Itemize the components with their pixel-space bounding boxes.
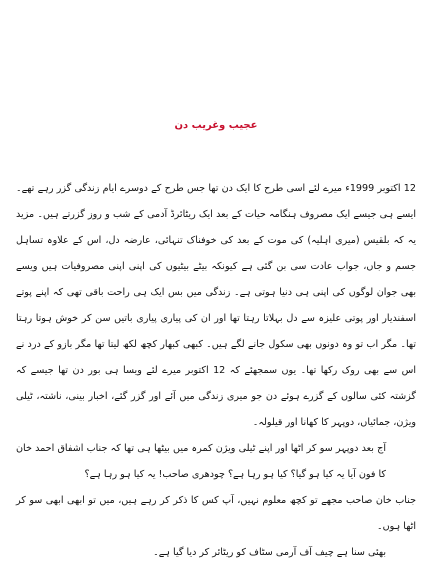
paragraph: آج بعد دوپہر سو کر اٹھا اور اپنے ٹیلی ویژن کمرہ میں بیٹھا ہی تھا کہ جناب اشفاق احمد خان کا فون آیا یہ کیا ہو گیا؟ کیا ہو رہا ہے؟ چودھری صاحب! یہ کیا ہو رہا ہے؟: [16, 443, 386, 480]
page-title: عجیب وغریب دن: [174, 120, 258, 131]
article-body: [16, 176, 416, 566]
paragraph: بھئی سنا ہے چیف آف آرمی سٹاف کو ریٹائر کر دیا گیا ہے۔: [153, 547, 386, 558]
paragraph: 12 اکتوبر 1999ء میرے لئے اسی طرح کا ایک دن تھا جس طرح کے دوسرے ایام زندگی گزر رہے تھے۔ ایسے ہی جیسے ایک مصروف ہنگامہ حیات کے بعد ایک ریٹائرڈ آدمی کے شب و روز گزرتے ہیں۔ مزید یہ کہ بلقیس (میری اہلیہ) کی موت کے بعد کی خوفناک تنہائی، عارضہ دل، اس کے علاوہ تساہل جسم و جاں، جواب عادت سی بن گئی ہے کیونکہ بیٹے بیٹیوں کی اپنی اپنی مصروفیات ہیں ویسے بھی جوان لوگوں کی اپنی ہی دنیا ہوتی ہے۔ زندگی میں بس ایک ہی راحت باقی تھی کہ اپنے پوتے اسفندیار اور پوتی علیزہ سے دل بہلاتا رہتا تھا اور ان کی پیاری پیاری باتیں سن کر خوش ہوتا رہتا تھا۔ مگر اب تو وہ دونوں بھی سکول جانے لگے ہیں۔ کبھی کبھار کچھ لکھ لیتا تھا مگر بازو کے درد نے اس سے بھی روک رکھا تھا۔ یوں سمجھئے کہ 12 اکتوبر میرے لئے ویسا ہی بور دن تھا جیسے کہ گزشتہ کئی سالوں کے گزرے ہوئے دن جو میری زندگی میں آئے اور گزر گئے، اخبار بینی، ناشتہ، ٹیلی ویژن، جمائیاں، دوپہر کا کھانا اور قیلولہ۔: [16, 183, 417, 428]
paragraph: جناب خان صاحب مجھے تو کچھ معلوم نہیں، آپ کس کا ذکر کر رہے ہیں، میں تو ابھی ابھی سو کر اٹھا ہوں۔: [16, 495, 416, 532]
